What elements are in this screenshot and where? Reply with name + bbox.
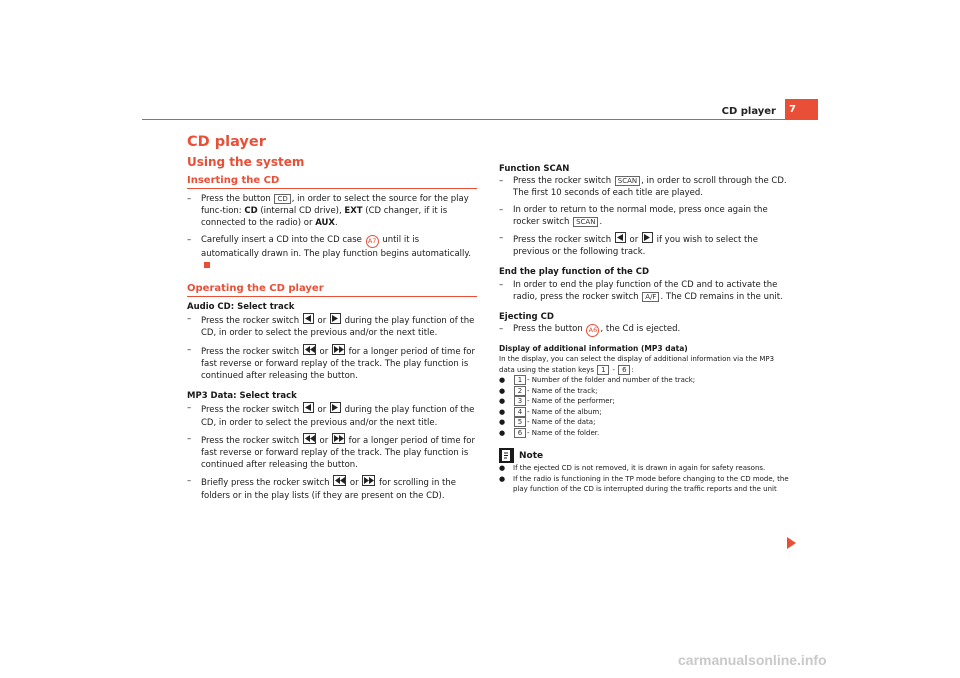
step-audio-select: – Press the rocker switch or during the play function of the CD, in order to select the previous and/or the next title. <box>187 313 477 339</box>
section-title: CD player <box>187 134 266 150</box>
step-select-source: – Press the button CD , in order to select the source for the play func-tion: CD (internal CD drive), EXT (CD changer, if it is connected to the radio) or AUX. <box>187 193 477 230</box>
station-key-icon: 3 <box>514 396 526 406</box>
note-item: ● If the ejected CD is not removed, it is drawn in again for safety reasons. <box>499 463 789 474</box>
left-column <box>187 133 477 506</box>
scan-key-icon: SCAN <box>573 217 598 227</box>
mp3-info-intro: In the display, you can select the display of additional information via the MP3 data using the station keys 1 - 6 : <box>499 355 775 374</box>
arrow-right-icon <box>642 232 653 243</box>
note-pen-icon <box>499 448 514 463</box>
fast-reverse-icon <box>303 433 316 444</box>
right-column <box>499 163 789 495</box>
fast-forward-icon <box>332 344 345 355</box>
a7-callout-icon: A7 <box>366 235 379 248</box>
fast-reverse-icon <box>303 344 316 355</box>
step-audio-fast: – Press the rocker switch or for a longer period of time for fast reverse or forward replay of the track. The play function is continued after releasing the button. <box>187 344 477 383</box>
station-key-icon: 1 <box>514 375 526 385</box>
step-end-play: – In order to end the play function of the CD and to activate the radio, press the rocker switch A/F . The CD remains in the unit. <box>499 279 789 303</box>
step-scan-track: – Press the rocker switch or if you wish to select the previous or the following track. <box>499 232 789 258</box>
running-header-title: CD player <box>721 106 776 117</box>
a6-callout-icon: A6 <box>586 324 599 337</box>
fast-forward-icon <box>362 475 375 486</box>
station-key-1-icon: 1 <box>597 365 609 375</box>
step-eject: – Press the button A6 , the Cd is ejected. <box>499 323 789 337</box>
heading-inserting-cd: Inserting the CD <box>187 174 477 189</box>
list-item: ● 4 - Name of the album; <box>499 407 789 418</box>
page-number: 7 <box>785 99 818 119</box>
list-item: ● 3 - Name of the performer; <box>499 396 789 407</box>
arrow-left-icon <box>303 402 314 413</box>
list-item: ● 6 - Name of the folder. <box>499 428 789 439</box>
step-mp3-fast: – Press the rocker switch or for a longer period of time for fast reverse or forward replay of the track. The play function is continued after releasing the button. <box>187 433 477 472</box>
scan-heading: Function SCAN <box>499 164 570 174</box>
station-key-icon: 5 <box>514 417 526 427</box>
next-page-arrow-icon[interactable] <box>787 534 797 553</box>
step-scan-start: – Press the rocker switch SCAN , in order to scroll through the CD. The first 10 seconds of each title are played. <box>499 175 789 199</box>
station-key-icon: 4 <box>514 407 526 417</box>
subsection-title: Using the system <box>187 155 305 169</box>
header-rule <box>142 119 818 120</box>
mp3-info-heading: Display of additional information (MP3 data) <box>499 344 688 354</box>
note-item: ● If the radio is functioning in the TP mode before changing to the CD mode, the play function of the CD is interrupted during the traffic reports and the unit <box>499 474 789 495</box>
arrow-left-icon <box>615 232 626 243</box>
arrow-left-icon <box>303 313 314 324</box>
end-heading: End the play function of the CD <box>499 267 650 278</box>
mp3-heading: MP3 Data: Select track <box>187 391 297 402</box>
step-mp3-folders: – Briefly press the rocker switch or for scrolling in the folders or in the play lists (if they are present on the CD). <box>187 475 477 501</box>
cd-key-icon: CD <box>274 194 290 204</box>
audio-heading: Audio CD: Select track <box>187 302 295 313</box>
fast-forward-icon <box>332 433 345 444</box>
station-key-icon: 2 <box>514 386 526 396</box>
section-end-icon <box>204 262 210 268</box>
af-key-icon: A/F <box>642 292 659 302</box>
mp3-info-list <box>499 375 789 438</box>
step-scan-return: – In order to return to the normal mode, press once again the rocker switch SCAN . <box>499 204 789 228</box>
list-item: ● 5 - Name of the data; <box>499 417 789 428</box>
station-key-6-icon: 6 <box>618 365 630 375</box>
heading-operating: Operating the CD player <box>187 282 477 297</box>
step-mp3-select: – Press the rocker switch or during the play function of the CD, in order to select the previous and/or the next title. <box>187 402 477 428</box>
eject-heading: Ejecting CD <box>499 312 554 323</box>
list-item: ● 2 - Name of the track; <box>499 386 789 397</box>
arrow-right-icon <box>330 402 341 413</box>
scan-key-icon: SCAN <box>615 176 640 186</box>
arrow-right-icon <box>330 313 341 324</box>
step-insert-cd: – Carefully insert a CD into the CD case A7 until it is automatically drawn in. The play function begins automatically. <box>187 234 477 272</box>
watermark-footer: carmanualsonline.info <box>678 652 827 668</box>
fast-reverse-icon <box>333 475 346 486</box>
station-key-icon: 6 <box>514 428 526 438</box>
list-item: ● 1 - Number of the folder and number of the track; <box>499 375 789 386</box>
note-heading: Note <box>499 448 789 463</box>
